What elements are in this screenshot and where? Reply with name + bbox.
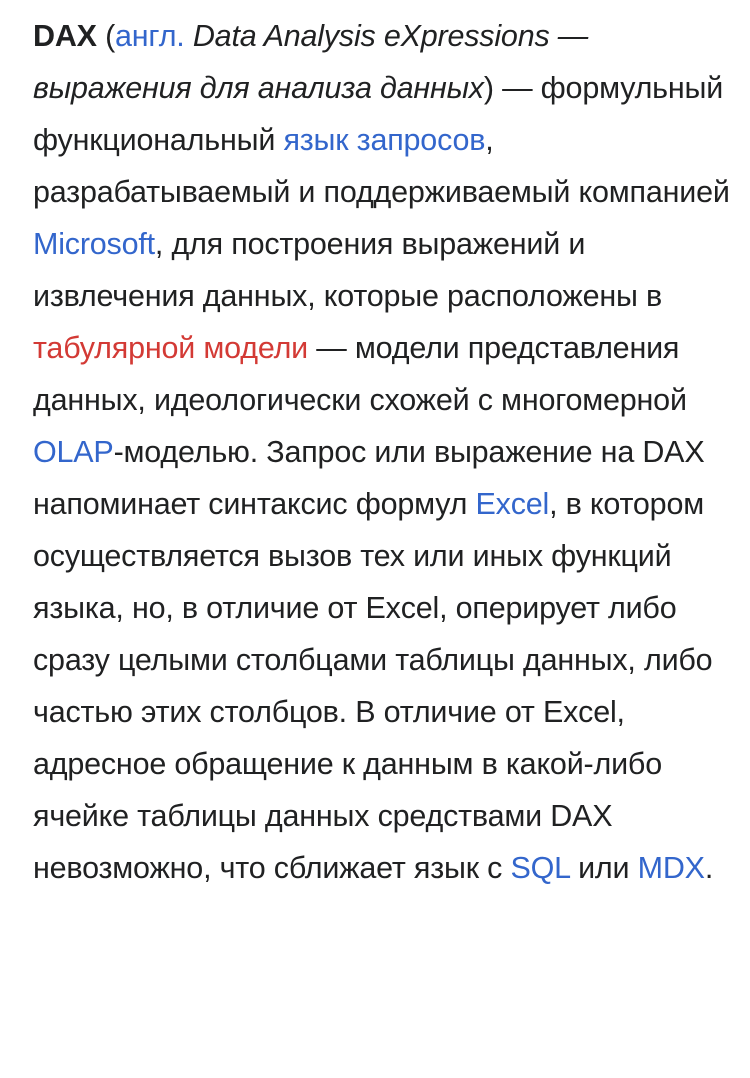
text-segment: или	[569, 851, 638, 885]
link-mdx[interactable]: MDX	[637, 851, 705, 885]
text-segment: -моделью. Запрос или выражение на DAX напоминает синтаксис формул	[33, 435, 705, 521]
text-segment: .	[704, 851, 714, 885]
link-query-language[interactable]: язык запросов	[283, 123, 486, 157]
text-segment: — модели представления данных, идеологически схожей с многомерной	[33, 331, 687, 417]
link-tabular-model[interactable]: табулярной модели	[33, 331, 309, 365]
link-sql[interactable]: SQL	[510, 851, 570, 885]
term-dax: DAX	[33, 19, 97, 53]
text-segment: , для построения выражений и извлечения данных, которые расположены в	[33, 227, 663, 313]
link-excel[interactable]: Excel	[475, 487, 550, 521]
link-olap[interactable]: OLAP	[33, 435, 114, 469]
text-segment: (	[96, 19, 116, 53]
text-segment	[185, 19, 193, 53]
lang-link-english[interactable]: англ.	[115, 19, 185, 53]
text-segment: ) — формульный функциональный	[33, 71, 724, 157]
text-segment: , разрабатываемый и поддерживаемый компанией	[33, 123, 730, 209]
article-paragraph	[33, 10, 733, 894]
text-segment: , в котором осуществляется вызов тех или иных функций языка, но, в отличие от Excel, оперирует либо сразу целыми столбцами таблицы данных, либо частью этих столбцов. В отличие от Excel, адресное обращение к данным в какой-либо ячейке таблицы данных средствами DAX невозможно, что сближает язык с	[33, 487, 713, 885]
english-name: Data Analysis eXpressions — выражения для анализа данных	[33, 19, 589, 105]
link-microsoft[interactable]: Microsoft	[33, 227, 155, 261]
